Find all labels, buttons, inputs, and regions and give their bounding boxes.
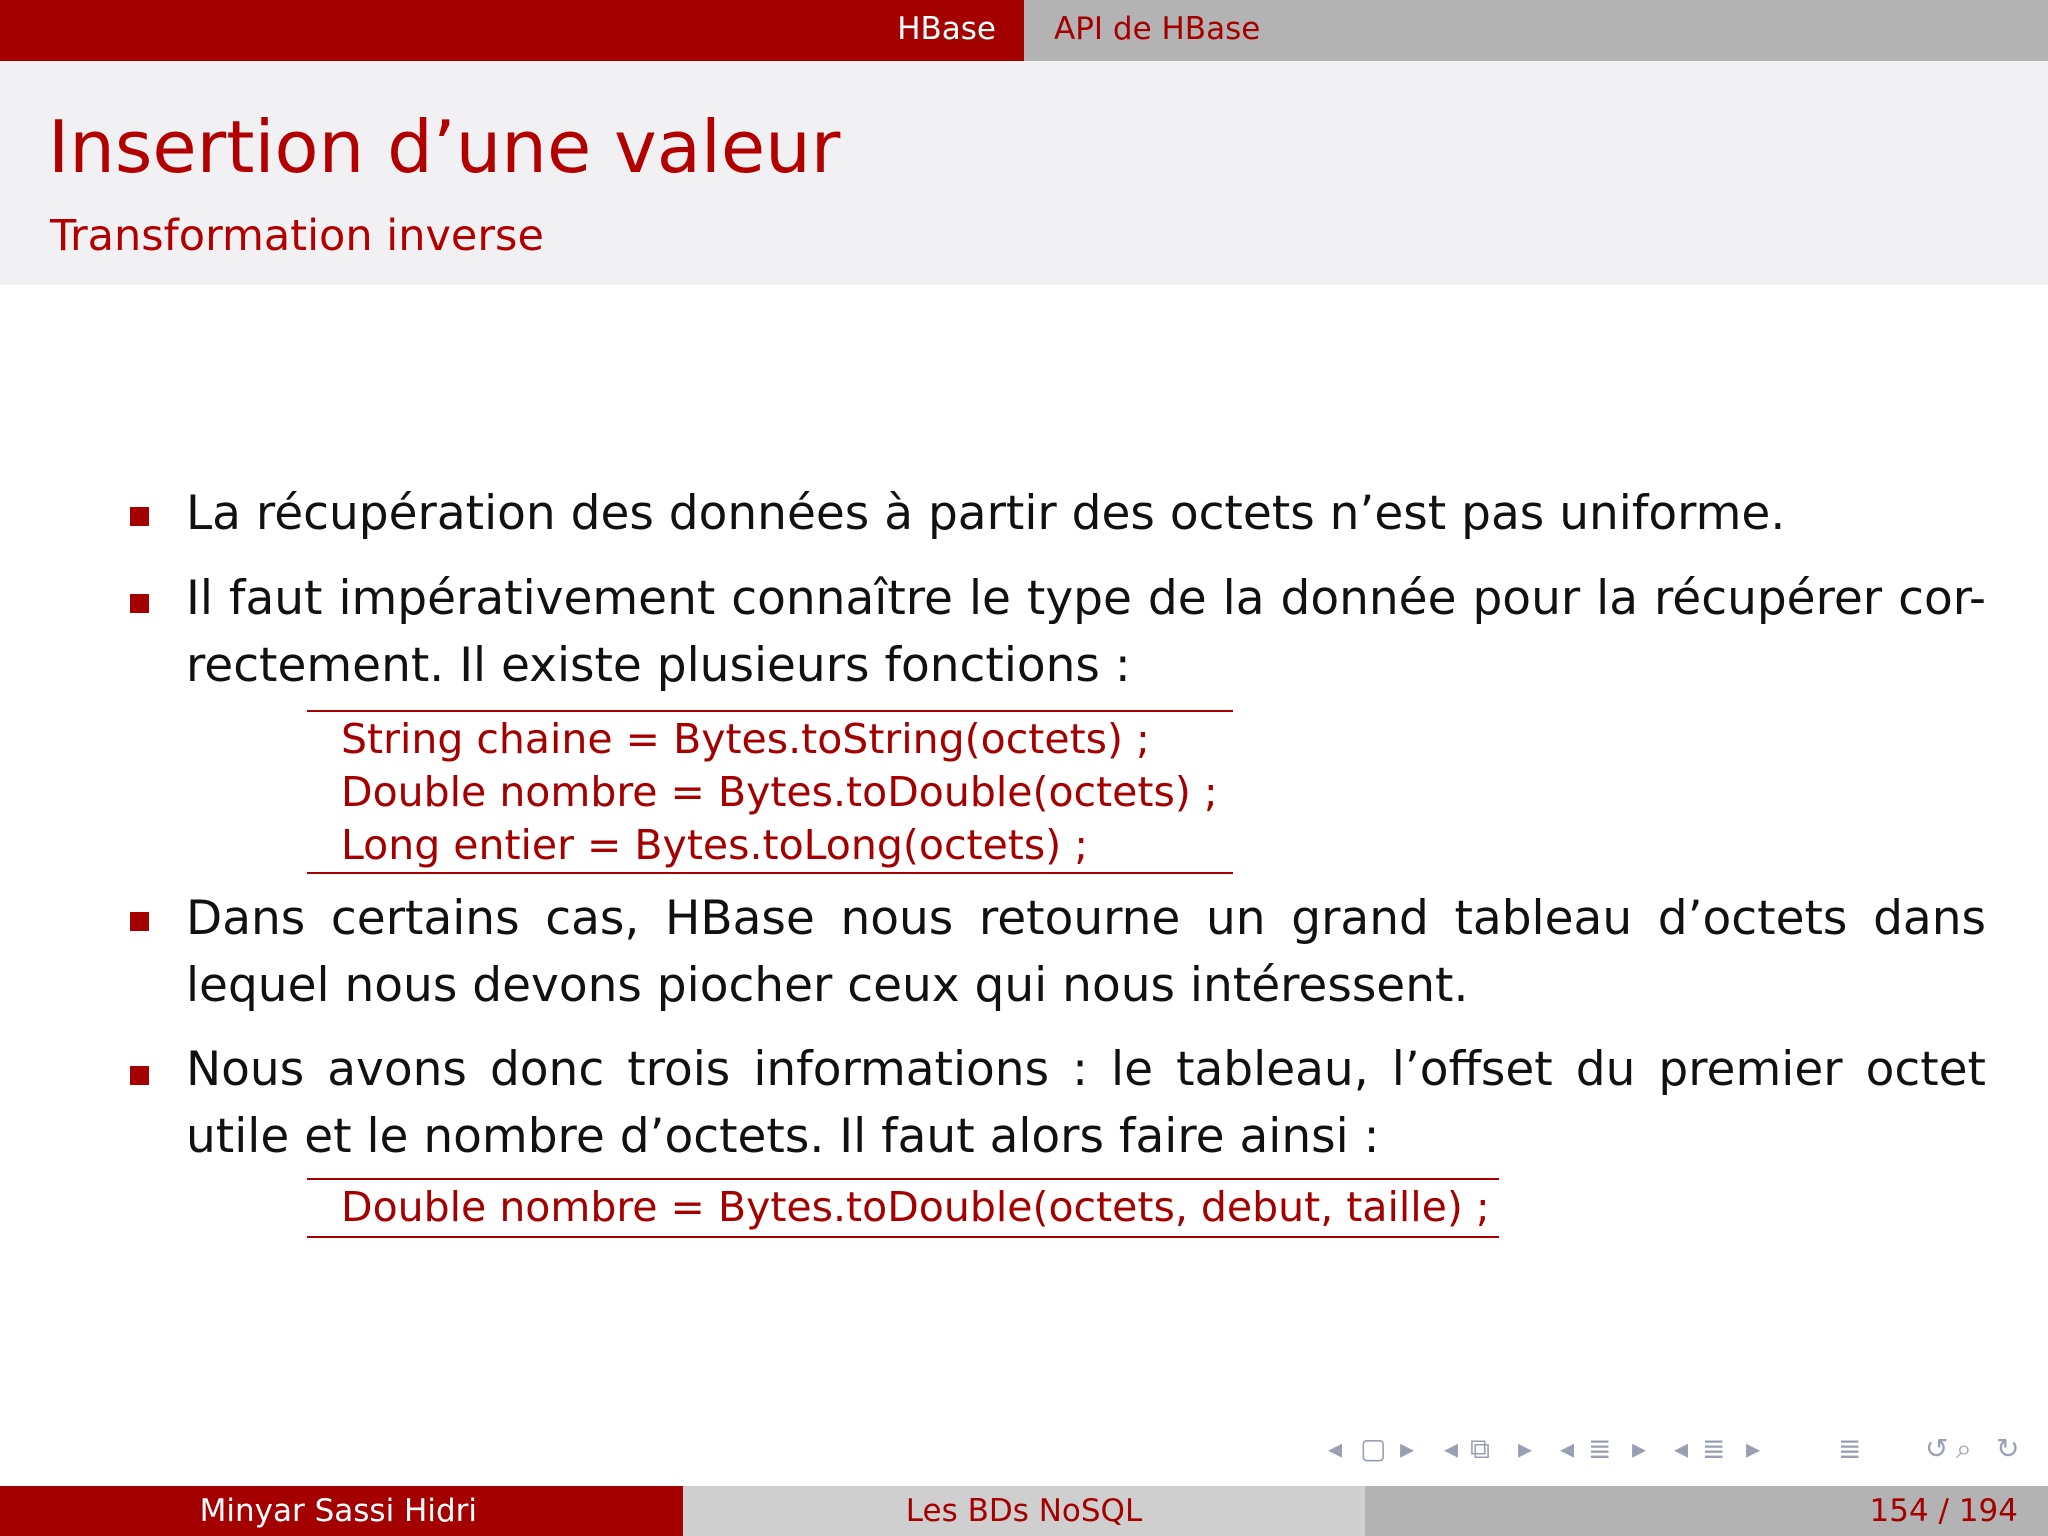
- page-number: 154 / 194: [1869, 1493, 2018, 1529]
- section-icon[interactable]: ≣: [1588, 1432, 1612, 1465]
- code-line: String chaine = Bytes.toString(octets) ;: [341, 715, 1150, 763]
- code-line: Double nombre = Bytes.toDouble(octets) ;: [341, 768, 1218, 816]
- slide-title: Insertion d’une valeur: [48, 105, 841, 189]
- subsection-icon[interactable]: ⧉: [1470, 1432, 1490, 1465]
- nav-next-icon[interactable]: ▸: [1746, 1432, 1761, 1465]
- nav-section-label[interactable]: HBase: [897, 11, 996, 47]
- bullet-marker: [130, 912, 149, 931]
- redo-icon[interactable]: ↻: [1996, 1432, 2020, 1465]
- nav-next-icon[interactable]: ▸: [1400, 1432, 1415, 1465]
- nav-prev-icon[interactable]: ◂: [1444, 1432, 1459, 1465]
- align-icon[interactable]: ≣: [1838, 1432, 1862, 1465]
- bullet-item-1: La récupération des données à partir des octets n’est pas uniforme.: [186, 486, 1786, 541]
- footer-page-area: [1365, 1486, 2048, 1536]
- nav-next-icon[interactable]: ▸: [1632, 1432, 1647, 1465]
- search-icon[interactable]: ⌕: [1956, 1432, 1972, 1465]
- bullet-item-3: Dans certains cas, HBase nous retourne un grand tableau d’octets dans lequel nous devons piocher ceux qui nous intéressent.: [186, 891, 1986, 1013]
- beamer-navigation-controls: [1320, 1432, 2040, 1480]
- nav-subsection-label[interactable]: API de HBase: [1054, 11, 1261, 47]
- undo-icon[interactable]: ↺: [1925, 1432, 1949, 1465]
- bullet-marker: [130, 594, 149, 613]
- slide-subtitle: Transformation inverse: [50, 211, 544, 261]
- bullet-item-4: Nous avons donc trois informations : le tableau, l’offset du premier octet utile et le nombre d’octets. Il faut alors faire ainsi :: [186, 1042, 1986, 1164]
- nav-prev-icon[interactable]: ◂: [1560, 1432, 1575, 1465]
- frame-icon[interactable]: ▢: [1360, 1432, 1387, 1465]
- footer-author: Minyar Sassi Hidri: [199, 1493, 477, 1529]
- code-block-offset: [307, 1178, 1499, 1238]
- code-line: Double nombre = Bytes.toDouble(octets, debut, taille) ;: [341, 1183, 1490, 1231]
- footer-course-area: [683, 1486, 1365, 1536]
- code-block-conversions: [307, 710, 1233, 874]
- bullet-marker: [130, 507, 149, 526]
- nav-next-icon[interactable]: ▸: [1518, 1432, 1533, 1465]
- bullet-item-2: Il faut impérativement connaître le type de la donnée pour la récupérer cor-rectement. Il existe plusieurs fonctions :: [186, 571, 1986, 693]
- footer-bar: [0, 1486, 2048, 1536]
- bullet-marker: [130, 1066, 149, 1085]
- nav-prev-icon[interactable]: ◂: [1328, 1432, 1343, 1465]
- code-line: Long entier = Bytes.toLong(octets) ;: [341, 821, 1089, 869]
- section-icon[interactable]: ≣: [1702, 1432, 1726, 1465]
- nav-prev-icon[interactable]: ◂: [1674, 1432, 1689, 1465]
- footer-course: Les BDs NoSQL: [905, 1493, 1143, 1529]
- footer-author-area: [0, 1486, 683, 1536]
